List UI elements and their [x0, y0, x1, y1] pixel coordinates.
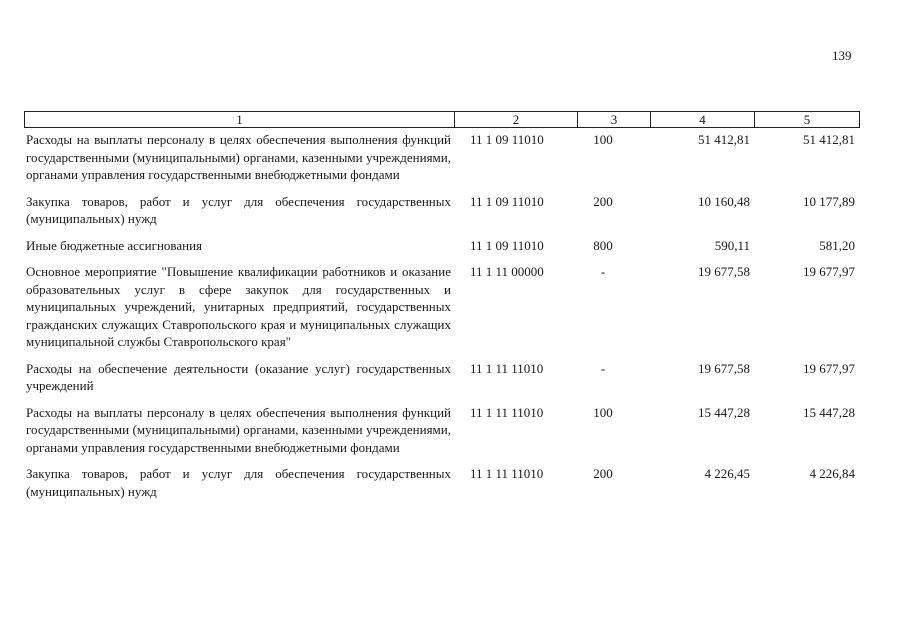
row-value-2: 10 177,89 [803, 193, 855, 209]
row-type: - [600, 264, 606, 279]
row-value-1: 51 412,81 [698, 132, 750, 147]
table-row [26, 131, 860, 184]
table-row [26, 404, 860, 457]
row-name: Закупка товаров, работ и услуг для обеспечения государственных (муниципальных) нужд [26, 193, 451, 226]
row-type: 100 [593, 132, 613, 147]
row-code: 11 1 09 11010 [470, 132, 544, 147]
row-value-2: 581,20 [819, 237, 855, 253]
table-row [26, 465, 860, 500]
row-value-2: 19 677,97 [803, 264, 855, 279]
row-name: Основное мероприятие "Повышение квалификации работников и оказание образовательных услуг в сфере закупок для государственных и муниципальных учреждений, унитарных предприятий, государственных гражданских служащих Ставропольского края и муниципальных служащих муниципальной службы Ставропольского края" [26, 264, 451, 349]
table-row [26, 360, 860, 395]
row-value-1: 19 677,58 [698, 264, 750, 279]
row-value-1: 15 447,28 [698, 404, 750, 420]
row-name: Иные бюджетные ассигнования [26, 237, 203, 253]
row-value-2: 4 226,84 [809, 466, 855, 481]
header-col-3: 3 [578, 112, 651, 127]
row-value-2: 15 447,28 [803, 404, 855, 420]
table-body [26, 131, 860, 509]
table-row [26, 237, 860, 255]
row-code: 11 1 11 11010 [470, 360, 544, 376]
row-name: Расходы на выплаты персоналу в целях обеспечения выполнения функций государственными (муниципальными) органами, казенными учреждениями, органами управления государственными внебюджетными фондами [26, 404, 451, 455]
row-name: Расходы на обеспечение деятельности (оказание услуг) государственных учреждений [26, 360, 451, 393]
row-type: 800 [593, 237, 613, 253]
row-code: 11 1 09 11010 [470, 193, 544, 209]
row-type: - [600, 360, 606, 376]
row-value-1: 19 677,58 [698, 360, 750, 376]
table-row [26, 263, 860, 351]
row-name: Расходы на выплаты персоналу в целях обеспечения выполнения функций государственными (муниципальными) органами, казенными учреждениями, органами управления государственными внебюджетными фондами [26, 132, 451, 182]
row-code: 11 1 09 11010 [470, 237, 544, 253]
row-value-1: 4 226,45 [704, 466, 750, 481]
row-value-1: 10 160,48 [698, 193, 750, 209]
row-code: 11 1 11 11010 [470, 404, 544, 420]
header-col-4: 4 [651, 112, 755, 127]
row-type: 200 [593, 466, 613, 481]
row-type: 100 [593, 404, 613, 420]
row-value-1: 590,11 [714, 237, 750, 253]
table-row [26, 193, 860, 228]
row-value-2: 51 412,81 [803, 132, 855, 147]
header-col-2: 2 [455, 112, 578, 127]
header-col-5: 5 [803, 112, 811, 127]
row-code: 11 1 11 00000 [470, 264, 544, 279]
row-name: Закупка товаров, работ и услуг для обеспечения государственных (муниципальных) нужд [26, 466, 451, 499]
page-number: 139 [832, 48, 852, 63]
table-header [24, 111, 860, 128]
row-type: 200 [593, 193, 613, 209]
row-value-2: 19 677,97 [803, 360, 855, 376]
header-col-1: 1 [25, 112, 455, 127]
row-code: 11 1 11 11010 [470, 466, 544, 481]
